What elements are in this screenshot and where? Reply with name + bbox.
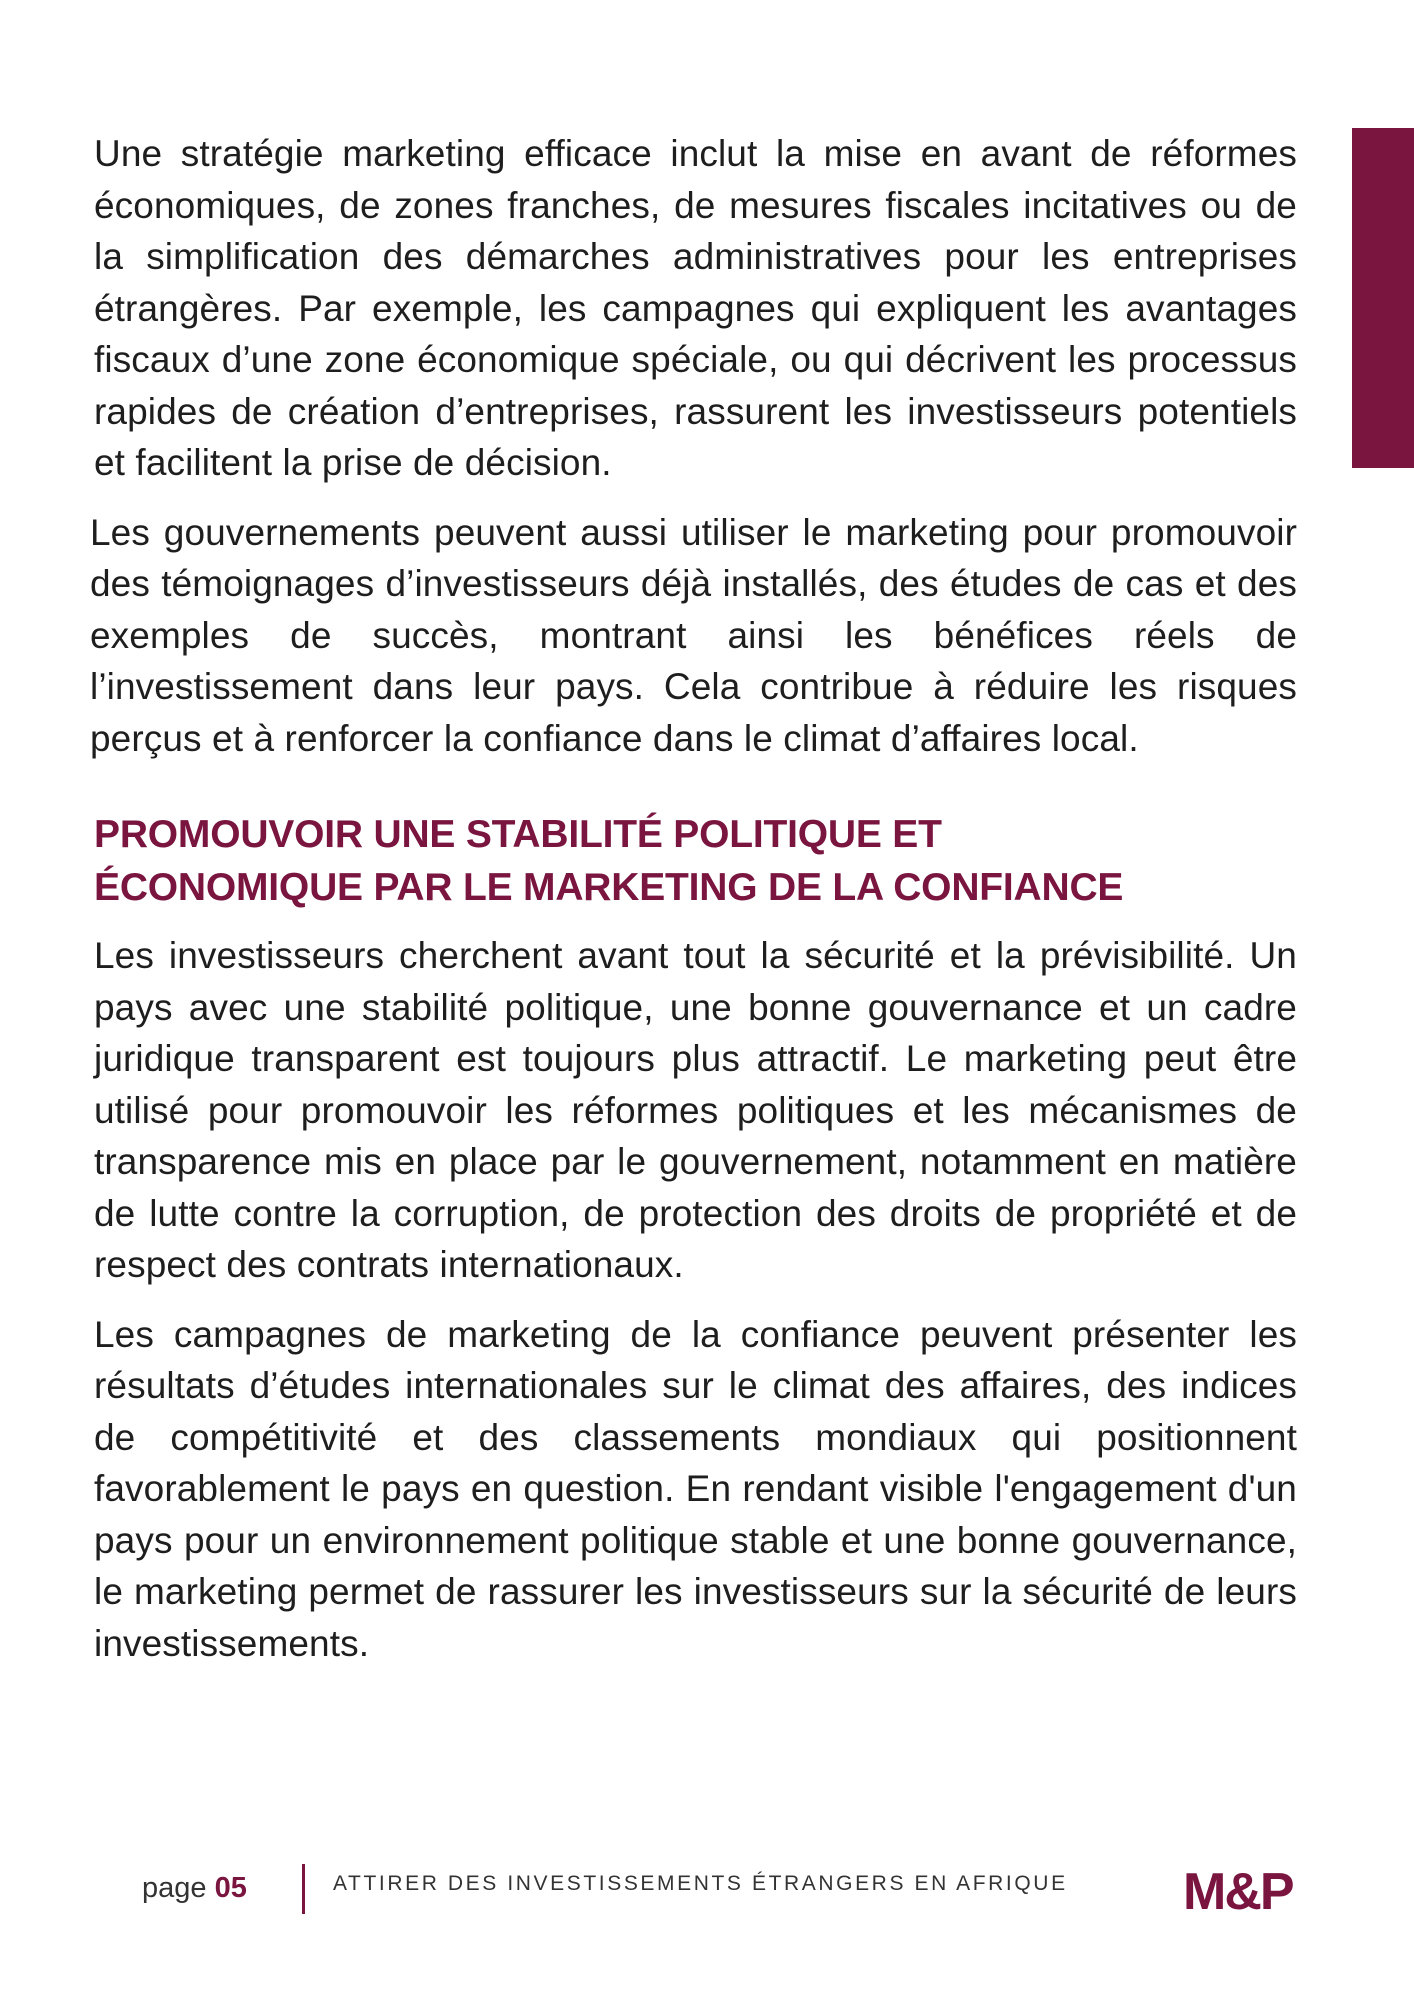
body-paragraph-3: Les investisseurs cherchent avant tout la sécurité et la prévisibilité. Un pays avec une stabilité politique, une bonne gouvernance et un cadre juridique transparent est toujours plus attractif. Le marketing peut être utilisé pour promouvoir les réformes politiques et les mécanismes de transparence mis en place par le gouvernement, notamment en matière de lutte contre la corruption, de protection des droits de propriété et de respect des contrats internationaux. [94, 935, 1297, 1285]
section-heading-line-2: ÉCONOMIQUE PAR LE MARKETING DE LA CONFIANCE [94, 866, 1124, 909]
page-footer [0, 1860, 1414, 1920]
brand-logo: M&P [1183, 1863, 1293, 1921]
page-content [90, 128, 1297, 1669]
body-paragraph-2: Les gouvernements peuvent aussi utiliser le marketing pour promouvoir des témoignages d’investisseurs déjà installés, des études de cas et des exemples de succès, montrant ainsi les bénéfices réels de l’investissement dans leur pays. Cela contribue à réduire les risques perçus et à renforcer la confiance dans le climat d’affaires local. [90, 511, 1297, 759]
body-paragraph-1: Une stratégie marketing efficace inclut la mise en avant de réformes économiques, de zones franches, de mesures fiscales incitatives ou de la simplification des démarches administratives pour les entreprises étrangères. Par exemple, les campagnes qui expliquent les avantages fiscaux d’une zone économique spéciale, ou qui décrivent les processus rapides de création d’entreprises, rassurent les investisseurs potentiels et facilitent la prise de décision. [94, 133, 1297, 483]
document-title: ATTIRER DES INVESTISSEMENTS ÉTRANGERS EN AFRIQUE [333, 1872, 1068, 1895]
page-label: page [142, 1872, 207, 1904]
section-heading [94, 808, 1297, 914]
section-heading-line-1: PROMOUVOIR UNE STABILITÉ POLITIQUE ET [94, 813, 942, 856]
page-indicator [142, 1872, 247, 1905]
side-tab-marker [1352, 128, 1414, 468]
body-paragraph-4: Les campagnes de marketing de la confiance peuvent présenter les résultats d’études internationales sur le climat des affaires, des indices de compétitivité et des classements mondiaux qui positionnent favorablement le pays en question. En rendant visible l'engagement d'un pays pour un environnement politique stable et une bonne gouvernance, le marketing permet de rassurer les investisseurs sur la sécurité de leurs investissements. [94, 1313, 1297, 1664]
footer-divider [302, 1864, 305, 1914]
page-number: 05 [214, 1872, 247, 1904]
